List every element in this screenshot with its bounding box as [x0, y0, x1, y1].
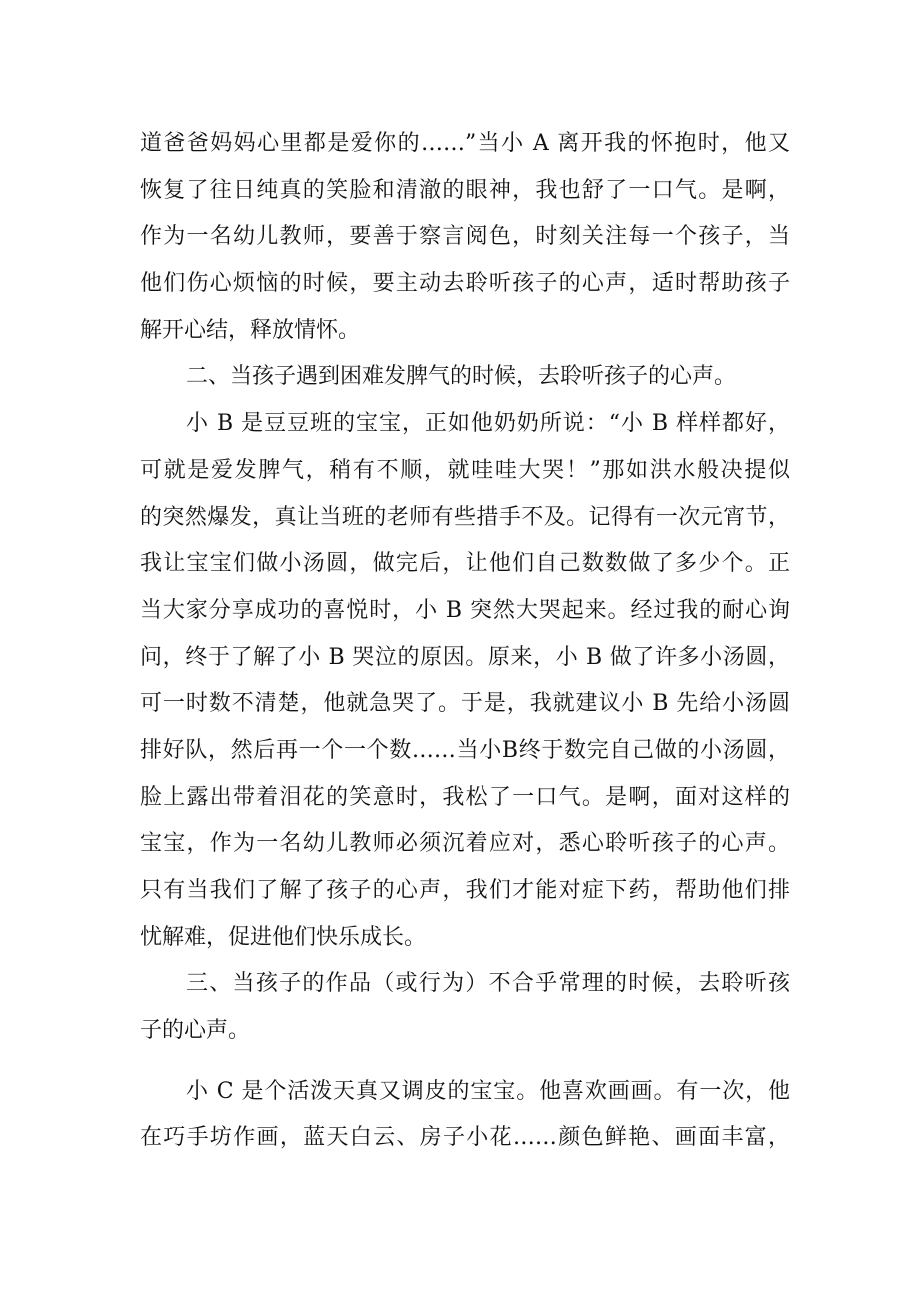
paragraph-line: 小 C 是个活泼天真又调皮的宝宝。他喜欢画画。有一次，他 — [186, 1078, 790, 1104]
paragraph-line: 宝宝，作为一名幼儿教师必须沉着应对，悉心聆听孩子的心声。 — [140, 831, 790, 857]
document-body — [140, 121, 790, 1162]
paragraph-gap — [140, 1055, 790, 1069]
paragraph-line: 问，终于了解了小 B 哭泣的原因。原来，小 B 做了许多小汤圆， — [140, 644, 790, 670]
section-heading: 子的心声。 — [140, 1018, 251, 1044]
paragraph-line: 的突然爆发，真让当班的老师有些措手不及。记得有一次元宵节， — [140, 504, 790, 530]
paragraph-line: 道爸爸妈妈心里都是爱你的……”当小 A 离开我的怀抱时，他又 — [140, 131, 790, 156]
paragraph-line: 只有当我们了解了孩子的心声，我们才能对症下药，帮助他们排 — [140, 878, 790, 903]
paragraph-line: 当大家分享成功的喜悦时，小 B 突然大哭起来。经过我的耐心询 — [140, 597, 790, 623]
paragraph-line: 可就是爱发脾气，稍有不顺，就哇哇大哭！”那如洪水般决提似 — [140, 457, 790, 483]
paragraph-line: 脸上露出带着泪花的笑意时，我松了一口气。是啊，面对这样的 — [140, 784, 790, 810]
section-heading: 三、当孩子的作品（或行为）不合乎常理的时候，去聆听孩 — [186, 971, 790, 997]
paragraph-line: 排好队，然后再一个一个数……当小B终于数完自己做的小汤圆， — [140, 737, 790, 763]
paragraph-line: 可一时数不清楚，他就急哭了。于是，我就建议小 B 先给小汤圆 — [140, 691, 790, 717]
paragraph-line: 恢复了往日纯真的笑脸和清澈的眼神，我也舒了一口气。是啊， — [140, 177, 790, 203]
section-heading: 二、当孩子遇到困难发脾气的时候，去聆听孩子的心声。 — [186, 364, 737, 390]
paragraph-line: 作为一名幼儿教师，要善于察言阅色，时刻关注每一个孩子，当 — [140, 224, 790, 250]
paragraph-line: 他们伤心烦恼的时候，要主动去聆听孩子的心声，适时帮助孩子 — [140, 271, 790, 297]
paragraph-line: 忧解难，促进他们快乐成长。 — [140, 924, 427, 950]
paragraph-line: 在巧手坊作画，蓝天白云、房子小花……颜色鲜艳、画面丰富， — [140, 1125, 790, 1151]
paragraph-line: 小 B 是豆豆班的宝宝，正如他奶奶所说：“小 B 样样都好， — [186, 411, 790, 437]
paragraph-line: 我让宝宝们做小汤圆，做完后，让他们自己数数做了多少个。正 — [140, 551, 790, 577]
paragraph-line: 解开心结，释放情怀。 — [140, 317, 361, 343]
